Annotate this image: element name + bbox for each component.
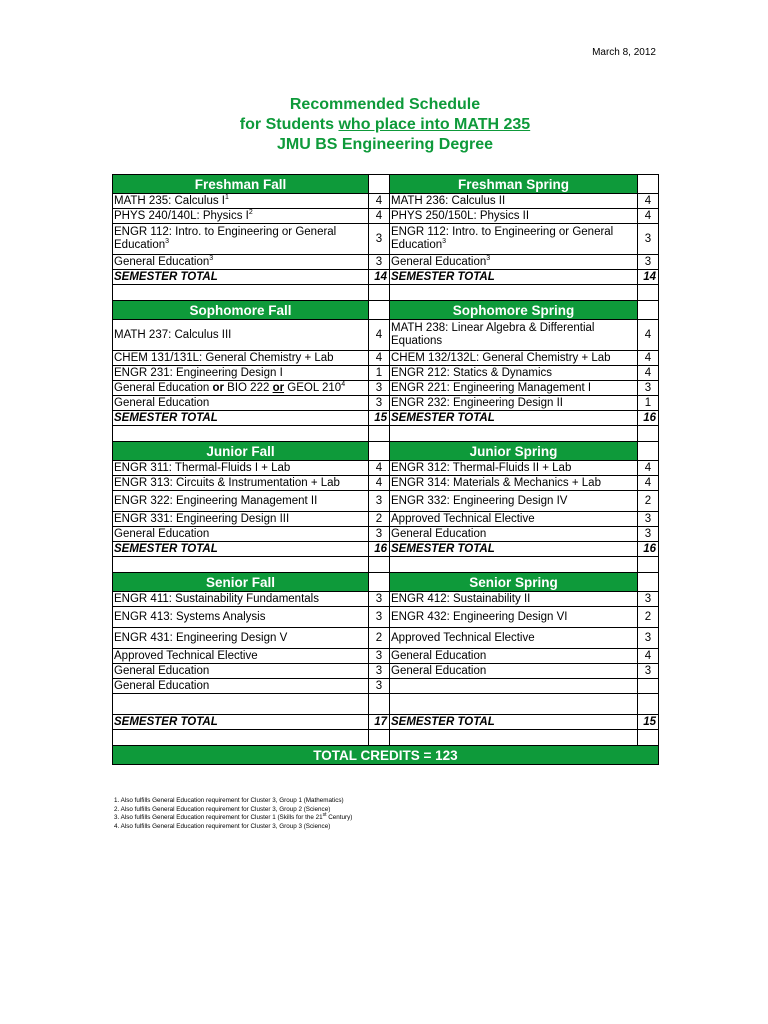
course-right: ENGR 212: Statics & Dynamics (390, 366, 638, 381)
credits-right: 1 (638, 396, 659, 411)
total-credits-row (113, 746, 659, 765)
credits-left: 3 (369, 679, 390, 694)
credits-right: 4 (638, 320, 659, 351)
course-row (113, 512, 659, 527)
course-left: Approved Technical Elective (113, 649, 369, 664)
semester-total-left: 15 (369, 411, 390, 426)
header-blank-cell (638, 442, 659, 461)
course-row (113, 366, 659, 381)
course-right (390, 679, 638, 694)
spacer-cell (638, 285, 659, 301)
credits-left: 4 (369, 476, 390, 491)
semester-total-label-right: SEMESTER TOTAL (390, 715, 638, 730)
credits-right: 4 (638, 366, 659, 381)
course-right: General Education (390, 649, 638, 664)
spacer-row (113, 426, 659, 442)
semester-total-row (113, 270, 659, 285)
course-row (113, 607, 659, 628)
spacer-cell (113, 557, 369, 573)
semester-total-right: 15 (638, 715, 659, 730)
course-row (113, 381, 659, 396)
course-left: PHYS 240/140L: Physics $I^2$ (113, 209, 369, 224)
credits-right: 4 (638, 476, 659, 491)
credits-left: 4 (369, 320, 390, 351)
course-row (113, 209, 659, 224)
course-row (113, 351, 659, 366)
course-row (113, 396, 659, 411)
spacer-cell (390, 730, 638, 746)
course-right: ENGR 112: Intro. to Engineering or General Education$^3$ (390, 224, 638, 255)
footnote-sup: st (322, 812, 327, 819)
course-row (113, 649, 659, 664)
course-row (113, 476, 659, 491)
course-right: ENGR 314: Materials & Mechanics + Lab (390, 476, 638, 491)
course-right (390, 694, 638, 715)
course-row (113, 255, 659, 270)
course-row (113, 461, 659, 476)
credits-left: 3 (369, 491, 390, 512)
spacer-cell (113, 426, 369, 442)
footnotes (114, 797, 654, 831)
credits-left: 3 (369, 592, 390, 607)
credits-left: 4 (369, 351, 390, 366)
semester-header-left: Sophomore Fall (113, 301, 369, 320)
course-right: MATH 236: Calculus II (390, 194, 638, 209)
course-left: General Education$^3$ (113, 255, 369, 270)
document-date: March 8, 2012 (592, 47, 656, 58)
course-right: ENGR 332: Engineering Design IV (390, 491, 638, 512)
semester-header-left: Freshman Fall (113, 175, 369, 194)
credits-left: 3 (369, 649, 390, 664)
credits-right: 3 (638, 628, 659, 649)
semester-header-right: Sophomore Spring (390, 301, 638, 320)
course-left: General Education (113, 664, 369, 679)
course-left: ENGR 331: Engineering Design III (113, 512, 369, 527)
semester-header-row (113, 301, 659, 320)
course-left: ENGR 231: Engineering Design I (113, 366, 369, 381)
course-left: ENGR 411: Sustainability Fundamentals (113, 592, 369, 607)
credits-right: 3 (638, 224, 659, 255)
header-blank-cell (638, 175, 659, 194)
semester-total-left: 17 (369, 715, 390, 730)
semester-total-label-right: SEMESTER TOTAL (390, 411, 638, 426)
header-blank-cell (369, 573, 390, 592)
course-right: ENGR 432: Engineering Design VI (390, 607, 638, 628)
semester-total-left: 14 (369, 270, 390, 285)
semester-total-right: 14 (638, 270, 659, 285)
course-left: ENGR 322: Engineering Management II (113, 491, 369, 512)
credits-right: 3 (638, 381, 659, 396)
credits-left: 1 (369, 366, 390, 381)
spacer-cell (638, 426, 659, 442)
course-left: MATH 235: Calculus $I^1$ (113, 194, 369, 209)
credits-left: 2 (369, 512, 390, 527)
credits-left: 3 (369, 607, 390, 628)
footnote-marker: 3 (486, 254, 491, 262)
course-right: ENGR 232: Engineering Design II (390, 396, 638, 411)
credits-right: 3 (638, 592, 659, 607)
course-row (113, 224, 659, 255)
credits-right (638, 679, 659, 694)
credits-right: 2 (638, 607, 659, 628)
credits-right: 4 (638, 461, 659, 476)
course-right: ENGR 312: Thermal-Fluids II + Lab (390, 461, 638, 476)
course-right: General Education$^3$ (390, 255, 638, 270)
or-word: or (272, 381, 285, 394)
course-right: MATH 238: Linear Algebra & Differential Equations (390, 320, 638, 351)
course-right: ENGR 221: Engineering Management I (390, 381, 638, 396)
course-left: CHEM 131/131L: General Chemistry + Lab (113, 351, 369, 366)
course-left: ENGR 431: Engineering Design V (113, 628, 369, 649)
course-row (113, 664, 659, 679)
course-row (113, 694, 659, 715)
spacer-cell (113, 285, 369, 301)
semester-header-row (113, 573, 659, 592)
course-left (113, 694, 369, 715)
credits-right: 4 (638, 209, 659, 224)
credits-left: 4 (369, 194, 390, 209)
course-right: ENGR 412: Sustainability II (390, 592, 638, 607)
semester-total-label-left: SEMESTER TOTAL (113, 715, 369, 730)
footnote-marker: 1 (225, 193, 229, 201)
spacer-cell (369, 557, 390, 573)
course-left: ENGR 112: Intro. to Engineering or General Education$^3$ (113, 224, 369, 255)
spacer-cell (369, 730, 390, 746)
or-word: or (212, 381, 224, 394)
header-blank-cell (638, 301, 659, 320)
course-row (113, 679, 659, 694)
semester-header-right: Junior Spring (390, 442, 638, 461)
spacer-cell (390, 285, 638, 301)
course-left: General Education (113, 527, 369, 542)
spacer-row (113, 730, 659, 746)
course-left: General Education or BIO 222 or GEOL $210^4$ (113, 381, 369, 396)
semester-total-label-left: SEMESTER TOTAL (113, 411, 369, 426)
footnote-marker: 2 (248, 208, 253, 216)
footnote-2: 2. Also fulfills General Education requirement for Cluster 3, Group 2 (Science) (114, 805, 331, 813)
credits-left: 3 (369, 664, 390, 679)
course-right: CHEM 132/132L: General Chemistry + Lab (390, 351, 638, 366)
header-blank-cell (369, 301, 390, 320)
title-line-3: JMU BS Engineering Degree (276, 136, 494, 153)
credits-left: 2 (369, 628, 390, 649)
course-right: PHYS 250/150L: Physics II (390, 209, 638, 224)
header-blank-cell (369, 175, 390, 194)
credits-right: 3 (638, 512, 659, 527)
course-right: General Education (390, 664, 638, 679)
header-blank-cell (369, 442, 390, 461)
credits-right: 3 (638, 255, 659, 270)
credits-left: 3 (369, 527, 390, 542)
credits-right (638, 694, 659, 715)
course-left: ENGR 413: Systems Analysis (113, 607, 369, 628)
footnote-marker: 3 (209, 254, 214, 262)
semester-total-row (113, 715, 659, 730)
spacer-cell (113, 730, 369, 746)
spacer-cell (369, 426, 390, 442)
credits-left: 3 (369, 224, 390, 255)
footnote-4: 4. Also fulfills General Education requirement for Cluster 3, Group 3 (Science) (114, 822, 331, 830)
semester-total-row (113, 411, 659, 426)
footnote-3: 3. Also fulfills General Education requirement for Cluster 1 (Skills for the 21st Century) (114, 812, 353, 822)
spacer-cell (638, 730, 659, 746)
semester-total-left: 16 (369, 542, 390, 557)
semester-total-label-right: SEMESTER TOTAL (390, 542, 638, 557)
semester-total-right: 16 (638, 542, 659, 557)
course-row (113, 527, 659, 542)
course-right: Approved Technical Elective (390, 512, 638, 527)
course-row (113, 628, 659, 649)
semester-total-row (113, 542, 659, 557)
credits-left: 3 (369, 255, 390, 270)
credits-left: 4 (369, 461, 390, 476)
semester-header-right: Senior Spring (390, 573, 638, 592)
semester-total-label-left: SEMESTER TOTAL (113, 270, 369, 285)
credits-right: 4 (638, 194, 659, 209)
spacer-cell (638, 557, 659, 573)
course-left: ENGR 313: Circuits & Instrumentation + Lab (113, 476, 369, 491)
title-line-2: for Students who place into MATH 235 (239, 116, 531, 133)
credits-right: 3 (638, 664, 659, 679)
course-right: Approved Technical Elective (390, 628, 638, 649)
document-title (112, 95, 658, 155)
course-right: General Education (390, 527, 638, 542)
credits-right: 2 (638, 491, 659, 512)
credits-left (369, 694, 390, 715)
credits-right: 3 (638, 527, 659, 542)
semester-header-row (113, 442, 659, 461)
semester-header-left: Senior Fall (113, 573, 369, 592)
footnote-1: 1. Also fulfills General Education requirement for Cluster 3, Group 1 (Mathematics) (114, 797, 344, 804)
credits-right: 4 (638, 649, 659, 664)
course-row (113, 320, 659, 351)
semester-total-right: 16 (638, 411, 659, 426)
course-row (113, 194, 659, 209)
footnote-marker: 3 (442, 238, 447, 246)
schedule-table (112, 174, 659, 765)
semester-total-label-left: SEMESTER TOTAL (113, 542, 369, 557)
spacer-cell (390, 426, 638, 442)
credits-left: 4 (369, 209, 390, 224)
course-left: General Education (113, 396, 369, 411)
footnote-marker: 3 (165, 238, 170, 246)
semester-header-left: Junior Fall (113, 442, 369, 461)
course-left: ENGR 311: Thermal-Fluids I + Lab (113, 461, 369, 476)
spacer-cell (390, 557, 638, 573)
total-credits: TOTAL CREDITS = 123 (113, 746, 659, 765)
course-left: General Education (113, 679, 369, 694)
credits-left: 3 (369, 396, 390, 411)
semester-header-right: Freshman Spring (390, 175, 638, 194)
title-line-1: Recommended Schedule (289, 96, 481, 113)
credits-left: 3 (369, 381, 390, 396)
credits-right: 4 (638, 351, 659, 366)
spacer-cell (369, 285, 390, 301)
header-blank-cell (638, 573, 659, 592)
spacer-row (113, 557, 659, 573)
footnote-marker: 4 (341, 380, 346, 388)
spacer-row (113, 285, 659, 301)
course-row (113, 491, 659, 512)
course-left: MATH 237: Calculus III (113, 320, 369, 351)
semester-total-label-right: SEMESTER TOTAL (390, 270, 638, 285)
semester-header-row (113, 175, 659, 194)
course-row (113, 592, 659, 607)
